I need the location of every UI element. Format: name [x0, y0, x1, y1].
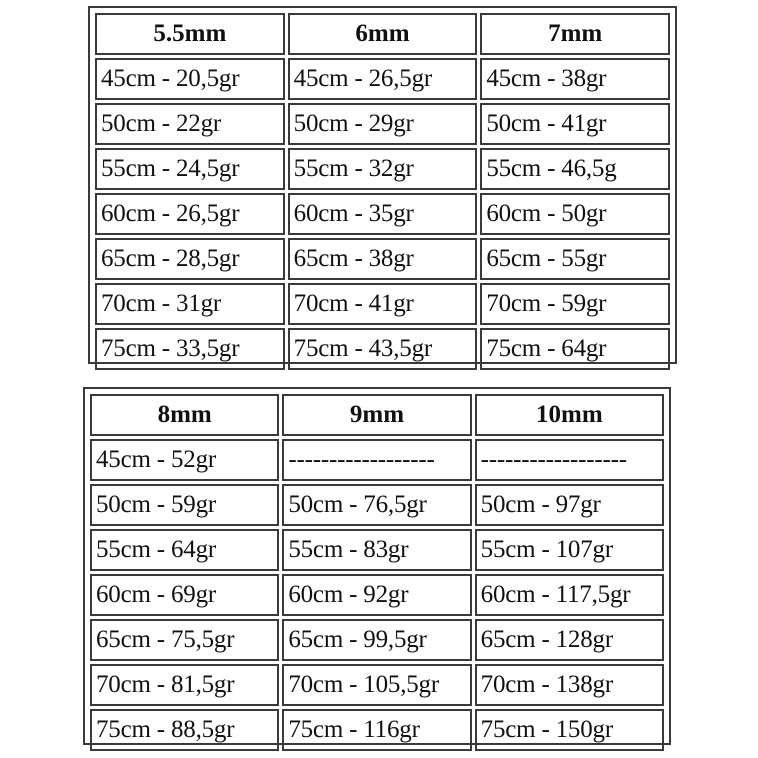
table-cell: 50cm - 97gr — [475, 484, 664, 526]
table-cell: 45cm - 52gr — [90, 439, 279, 481]
table-cell: 60cm - 92gr — [282, 574, 471, 616]
table-cell: 45cm - 38gr — [480, 58, 670, 100]
table-row — [90, 709, 664, 751]
table-cell: 75cm - 64gr — [480, 328, 670, 370]
table-row — [90, 664, 664, 706]
weight-table-2 — [83, 387, 671, 745]
table-cell: 75cm - 33,5gr — [95, 328, 285, 370]
table-cell: 70cm - 105,5gr — [282, 664, 471, 706]
table-row — [95, 283, 670, 325]
table-cell: 50cm - 29gr — [288, 103, 478, 145]
table-row — [90, 574, 664, 616]
header-row — [95, 13, 670, 55]
table-row — [95, 58, 670, 100]
table-row — [90, 484, 664, 526]
table-cell: 70cm - 59gr — [480, 283, 670, 325]
header-row — [90, 394, 664, 436]
table-cell: 65cm - 99,5gr — [282, 619, 471, 661]
table-cell: 70cm - 81,5gr — [90, 664, 279, 706]
table-cell: 75cm - 88,5gr — [90, 709, 279, 751]
table-cell: 50cm - 22gr — [95, 103, 285, 145]
column-header: 5.5mm — [95, 13, 285, 55]
table-cell: 60cm - 50gr — [480, 193, 670, 235]
table-cell: 55cm - 83gr — [282, 529, 471, 571]
table-cell: 70cm - 138gr — [475, 664, 664, 706]
table-row — [95, 103, 670, 145]
column-header: 10mm — [475, 394, 664, 436]
weight-table-1 — [88, 6, 677, 364]
column-header: 8mm — [90, 394, 279, 436]
table-cell: 55cm - 46,5g — [480, 148, 670, 190]
column-header: 7mm — [480, 13, 670, 55]
table-cell: 45cm - 20,5gr — [95, 58, 285, 100]
column-header: 9mm — [282, 394, 471, 436]
table-cell: 75cm - 150gr — [475, 709, 664, 751]
table-row — [95, 328, 670, 370]
table-cell: 55cm - 64gr — [90, 529, 279, 571]
table-cell: 65cm - 55gr — [480, 238, 670, 280]
table-cell: 60cm - 26,5gr — [95, 193, 285, 235]
table-cell: 75cm - 43,5gr — [288, 328, 478, 370]
table-cell: 75cm - 116gr — [282, 709, 471, 751]
table-cell: 50cm - 59gr — [90, 484, 279, 526]
table-row — [90, 619, 664, 661]
table-cell: 65cm - 128gr — [475, 619, 664, 661]
table-cell: 65cm - 38gr — [288, 238, 478, 280]
table-cell: 50cm - 76,5gr — [282, 484, 471, 526]
table-cell: 70cm - 41gr — [288, 283, 478, 325]
table-cell: 60cm - 35gr — [288, 193, 478, 235]
table-row — [95, 193, 670, 235]
table-cell: 60cm - 117,5gr — [475, 574, 664, 616]
table-cell: 65cm - 28,5gr — [95, 238, 285, 280]
table-cell: 50cm - 41gr — [480, 103, 670, 145]
table-cell: 55cm - 32gr — [288, 148, 478, 190]
table-cell: 60cm - 69gr — [90, 574, 279, 616]
table-row — [90, 529, 664, 571]
table-row — [90, 439, 664, 481]
table-row — [95, 238, 670, 280]
table-cell: ------------------ — [475, 439, 664, 481]
table-cell: 65cm - 75,5gr — [90, 619, 279, 661]
table-cell: 70cm - 31gr — [95, 283, 285, 325]
table-row — [95, 148, 670, 190]
column-header: 6mm — [288, 13, 478, 55]
table-cell: ------------------ — [282, 439, 471, 481]
table-cell: 55cm - 107gr — [475, 529, 664, 571]
table-cell: 55cm - 24,5gr — [95, 148, 285, 190]
table-cell: 45cm - 26,5gr — [288, 58, 478, 100]
